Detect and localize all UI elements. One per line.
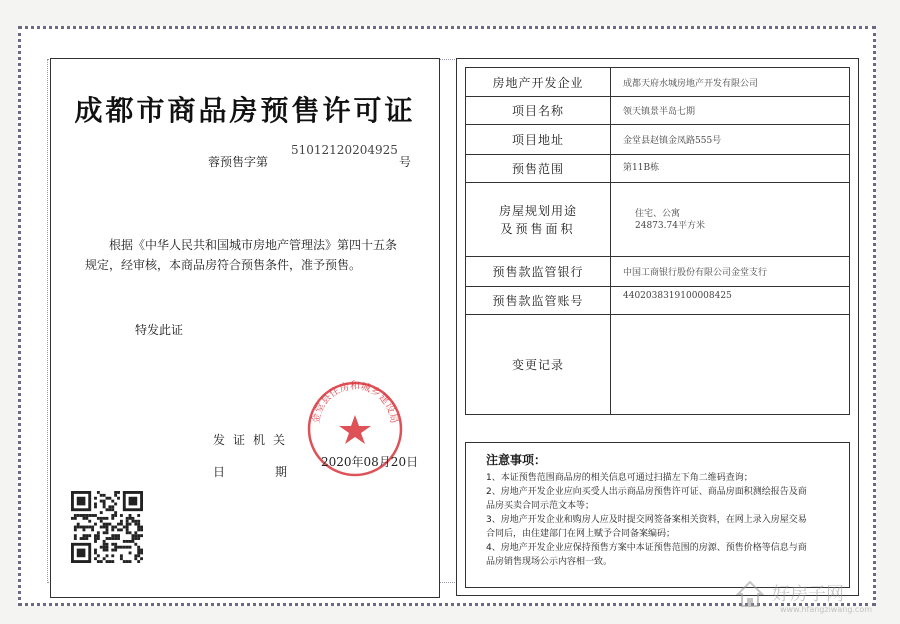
site-watermark-logo	[724, 572, 894, 616]
date-label-char-2: 期	[275, 465, 288, 479]
table-row	[466, 183, 850, 257]
row-label: 变更记录	[466, 315, 611, 415]
certificate-title: 成都市商品房预售许可证	[74, 94, 416, 127]
notes-box	[465, 442, 850, 588]
row-value-line-2: 24873.74平方米	[635, 220, 705, 231]
body-line-1: 根据《中华人民共和国城市房地产管理法》第四十五条	[109, 238, 398, 252]
number-suffix: 号	[399, 155, 412, 169]
table-row	[466, 68, 850, 97]
row-label	[466, 183, 611, 257]
table-row	[466, 257, 850, 287]
note-line: 2、房地产开发企业应向买受人出示商品房预售许可证、商品房面积测绘报告及商	[486, 487, 807, 497]
row-value-line-1: 住宅、公寓	[635, 208, 681, 219]
info-table	[465, 67, 850, 415]
body-line-2: 规定，经审核，本商品房符合预售条件，准予预售。	[85, 258, 362, 272]
row-label: 项目地址	[466, 125, 611, 155]
seal-star-icon	[339, 415, 371, 444]
certificate-number-row	[51, 145, 439, 185]
issuer-label: 发证机关	[213, 433, 294, 447]
note-line: 合同后，由住建部门在网上赋予合同备案编码；	[486, 529, 676, 539]
certificate-body	[85, 235, 415, 275]
svg-text:www.hfangziwang.com: www.hfangziwang.com	[780, 605, 873, 614]
row-value: 4402038319100008425	[611, 287, 850, 315]
note-line: 3、房地产开发企业和购房人应及时提交网签备案相关资料，在网上录入房屋交易	[486, 515, 807, 525]
table-row	[466, 287, 850, 315]
row-value	[611, 183, 850, 257]
date-label-char-1: 日	[213, 465, 226, 479]
certificate-number: 51012120204925	[291, 143, 398, 157]
qr-code-icon	[71, 491, 143, 563]
row-label: 项目名称	[466, 97, 611, 125]
table-row	[466, 155, 850, 183]
row-value: 中国工商银行股份有限公司金堂支行	[611, 257, 850, 287]
note-line: 品房买卖合同示范文本等；	[486, 501, 595, 511]
row-label-line-1: 房屋规划用途	[498, 203, 577, 218]
row-label: 房地产开发企业	[466, 68, 611, 97]
row-label: 预售款监管银行	[466, 257, 611, 287]
row-label: 预售范围	[466, 155, 611, 183]
right-panel	[456, 58, 859, 596]
row-label: 预售款监管账号	[466, 287, 611, 315]
row-label-line-2: 及预售面积	[500, 221, 576, 236]
row-value: 金堂县赵镇金凤路555号	[611, 125, 850, 155]
note-line: 4、房地产开发企业应保持预售方案中本证预售范围的房源、预售价格等信息与商	[486, 543, 807, 553]
note-line: 1、本证预售范围商品房的相关信息可通过扫描左下角二维码查询；	[486, 473, 753, 483]
table-row	[466, 97, 850, 125]
issue-date: 2020年08月20日	[321, 455, 419, 469]
special-issuance-text: 特发此证	[135, 323, 184, 337]
number-prefix: 蓉预售字第	[208, 155, 269, 169]
svg-text:好房子网: 好房子网	[772, 584, 844, 605]
seal-text: 金堂县住房和城乡建设局	[310, 381, 400, 425]
table-row	[466, 315, 850, 415]
table-row	[466, 125, 850, 155]
row-value: 第11B栋	[611, 155, 850, 183]
note-line: 品房销售现场公示内容相一致。	[486, 557, 613, 567]
row-value: 领天镇景半岛七期	[611, 97, 850, 125]
row-value	[611, 315, 850, 415]
left-panel	[50, 58, 440, 598]
row-value: 成都天府水城房地产开发有限公司	[611, 68, 850, 97]
notes-title: 注意事项：	[486, 453, 547, 467]
